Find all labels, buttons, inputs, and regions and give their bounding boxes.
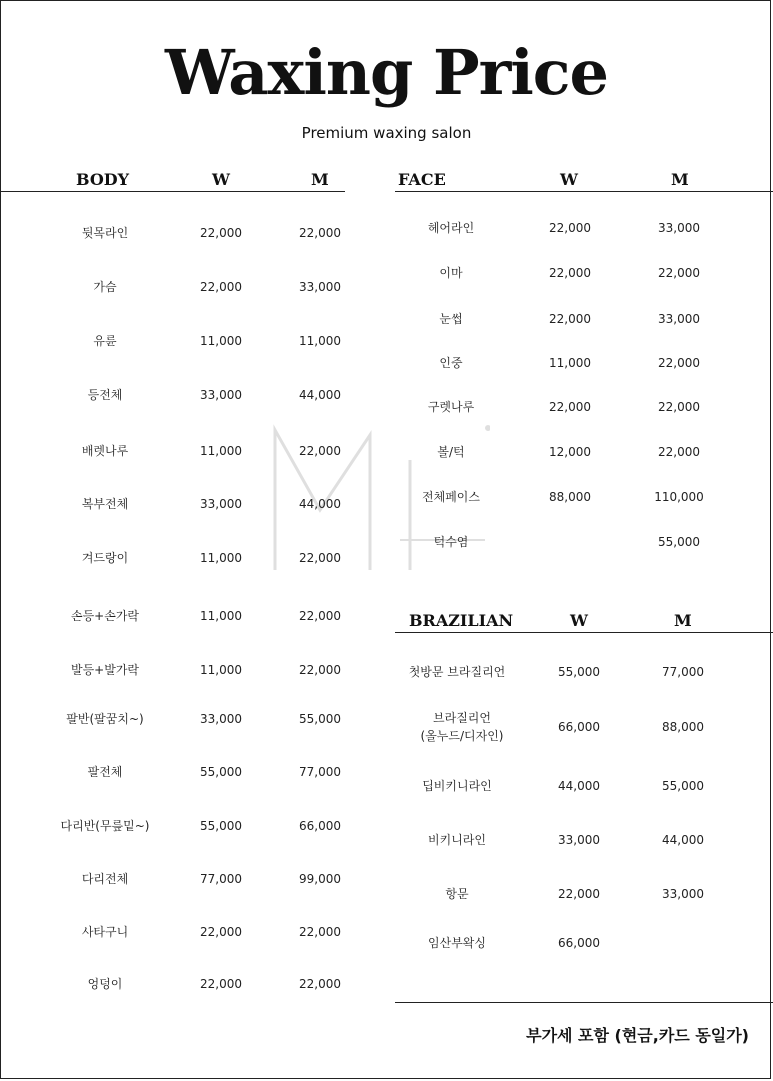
face-item-name: 이마 xyxy=(439,266,463,280)
body-item-price-w: 11,000 xyxy=(200,609,242,623)
body-item-price-m: 22,000 xyxy=(299,663,341,677)
face-item-price-w: 22,000 xyxy=(549,400,591,414)
brazilian-item-subname: (올누드/디자인) xyxy=(420,729,504,743)
body-item-name: 발등+발가락 xyxy=(70,663,140,677)
body-item-price-m: 22,000 xyxy=(299,444,341,458)
face-item-price-m: 22,000 xyxy=(658,445,700,459)
body-item-name: 사타구니 xyxy=(81,925,129,939)
body-item-name: 유륜 xyxy=(93,334,117,348)
brazilian-item-price-m: 55,000 xyxy=(662,779,704,793)
body-item-price-m: 22,000 xyxy=(299,609,341,623)
brazilian-item-name: 브라질리언 xyxy=(433,711,491,725)
body-item-name: 팔반(팔꿈치~) xyxy=(66,712,144,726)
face-item-price-w: 22,000 xyxy=(549,221,591,235)
face-header-rule xyxy=(395,191,773,192)
face-header: FACE xyxy=(398,170,446,189)
body-item-price-w: 11,000 xyxy=(200,334,242,348)
face-item-price-m: 110,000 xyxy=(654,490,704,504)
face-item-price-m: 22,000 xyxy=(658,356,700,370)
face-item-price-w: 12,000 xyxy=(549,445,591,459)
face-item-name: 인중 xyxy=(439,356,463,370)
body-item-price-w: 55,000 xyxy=(200,819,242,833)
body-header: BODY xyxy=(76,170,130,189)
brazilian-item-name: 비키니라인 xyxy=(428,833,486,847)
body-item-price-m: 55,000 xyxy=(299,712,341,726)
brazilian-item-price-w: 22,000 xyxy=(558,887,600,901)
brazilian-item-name: 임산부왁싱 xyxy=(428,936,486,950)
body-item-name: 손등+손가락 xyxy=(70,609,140,623)
brazilian-item-name: 딥비키니라인 xyxy=(422,779,492,793)
body-item-price-w: 22,000 xyxy=(200,226,242,240)
face-item-name: 헤어라인 xyxy=(427,221,475,235)
brazilian-header-rule xyxy=(395,632,773,633)
brazilian-header-w: W xyxy=(570,611,588,630)
body-item-name: 배렛나루 xyxy=(81,444,129,458)
face-item-price-m: 22,000 xyxy=(658,400,700,414)
brazilian-item-price-w: 66,000 xyxy=(558,720,600,734)
face-item-price-w: 22,000 xyxy=(549,266,591,280)
brazilian-item-name: 첫방문 브라질리언 xyxy=(408,665,506,679)
body-item-price-m: 22,000 xyxy=(299,925,341,939)
face-header-w: W xyxy=(560,170,578,189)
brazilian-item-price-m: 44,000 xyxy=(662,833,704,847)
body-header-rule xyxy=(0,191,345,192)
body-item-price-w: 33,000 xyxy=(200,712,242,726)
brazilian-item-price-w: 33,000 xyxy=(558,833,600,847)
body-item-price-w: 55,000 xyxy=(200,765,242,779)
brazilian-header-m: M xyxy=(674,611,692,630)
brazilian-header: BRAZILIAN xyxy=(409,611,514,630)
body-item-price-w: 77,000 xyxy=(200,872,242,886)
body-item-price-m: 22,000 xyxy=(299,226,341,240)
body-item-price-m: 33,000 xyxy=(299,280,341,294)
brazilian-item-price-w: 55,000 xyxy=(558,665,600,679)
face-item-price-w: 88,000 xyxy=(549,490,591,504)
body-item-name: 다리전체 xyxy=(81,872,129,886)
body-item-price-w: 11,000 xyxy=(200,444,242,458)
body-item-price-m: 11,000 xyxy=(299,334,341,348)
vat-note: 부가세 포함 (현금,카드 동일가) xyxy=(526,1026,749,1045)
face-item-name: 볼/턱 xyxy=(437,445,465,459)
brazilian-item-name: 항문 xyxy=(445,887,469,901)
body-item-price-m: 99,000 xyxy=(299,872,341,886)
face-item-price-m: 22,000 xyxy=(658,266,700,280)
body-item-name: 팔전체 xyxy=(87,765,123,779)
body-item-name: 엉덩이 xyxy=(87,977,123,991)
face-item-price-m: 33,000 xyxy=(658,221,700,235)
face-item-price-m: 55,000 xyxy=(658,535,700,549)
face-item-price-m: 33,000 xyxy=(658,312,700,326)
face-item-price-w: 11,000 xyxy=(549,356,591,370)
body-item-price-m: 77,000 xyxy=(299,765,341,779)
brazilian-item-price-m: 77,000 xyxy=(662,665,704,679)
brazilian-item-price-w: 44,000 xyxy=(558,779,600,793)
footer-rule xyxy=(395,1002,773,1003)
body-header-w: W xyxy=(212,170,230,189)
body-item-name: 다리반(무릎밑~) xyxy=(60,819,150,833)
body-item-price-w: 22,000 xyxy=(200,280,242,294)
face-item-name: 전체페이스 xyxy=(422,490,480,504)
body-item-price-w: 22,000 xyxy=(200,925,242,939)
brazilian-item-price-m: 33,000 xyxy=(662,887,704,901)
brazilian-item-price-m: 88,000 xyxy=(662,720,704,734)
page-subtitle: Premium waxing salon xyxy=(301,124,472,142)
body-item-price-m: 44,000 xyxy=(299,497,341,511)
body-item-price-m: 44,000 xyxy=(299,388,341,402)
body-item-price-w: 11,000 xyxy=(200,551,242,565)
body-item-price-w: 22,000 xyxy=(200,977,242,991)
body-item-name: 가슴 xyxy=(93,280,117,294)
face-header-m: M xyxy=(671,170,689,189)
body-item-price-m: 66,000 xyxy=(299,819,341,833)
face-item-name: 눈썹 xyxy=(439,312,463,326)
body-item-name: 뒷목라인 xyxy=(81,226,129,240)
body-item-price-w: 11,000 xyxy=(200,663,242,677)
body-item-name: 겨드랑이 xyxy=(81,551,129,565)
body-header-m: M xyxy=(311,170,329,189)
body-item-name: 등전체 xyxy=(87,388,123,402)
brazilian-item-price-w: 66,000 xyxy=(558,936,600,950)
face-item-name: 구렛나루 xyxy=(427,400,475,414)
body-item-price-w: 33,000 xyxy=(200,497,242,511)
body-item-name: 복부전체 xyxy=(81,497,129,511)
page-title: Waxing Price xyxy=(165,36,608,109)
body-item-price-m: 22,000 xyxy=(299,551,341,565)
face-item-name: 턱수염 xyxy=(433,535,469,549)
body-item-price-w: 33,000 xyxy=(200,388,242,402)
face-item-price-w: 22,000 xyxy=(549,312,591,326)
body-item-price-m: 22,000 xyxy=(299,977,341,991)
